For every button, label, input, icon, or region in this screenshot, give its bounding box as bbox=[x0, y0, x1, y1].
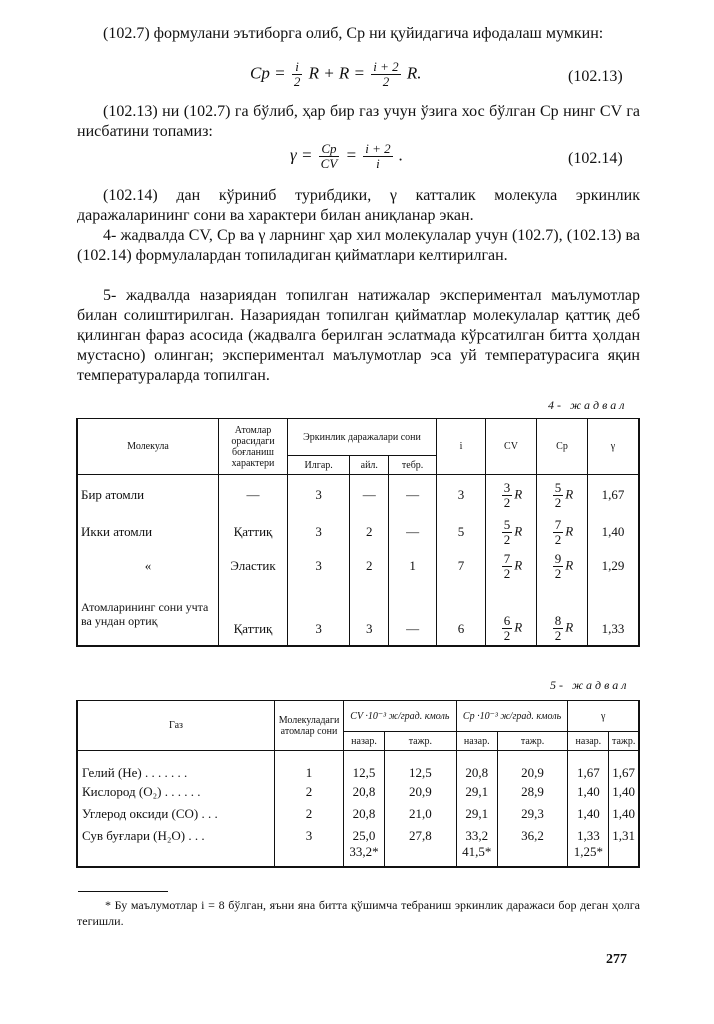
equation-label-102-14: (102.14) bbox=[568, 150, 623, 167]
table-row: Углерод оксиди (СО) . . . 2 20,8 21,0 29,1 29,3 1,40 1,40 bbox=[77, 803, 639, 825]
equation-102-14: γ = $\frac{Cp}{CV}$ = $\frac{i + 2}{i}$ . bbox=[290, 141, 404, 171]
header-molecule: Молекула bbox=[77, 419, 219, 475]
header-gas: Газ bbox=[77, 701, 275, 751]
header-rotational: айл. bbox=[350, 456, 389, 475]
fraction-i-plus-2-over-2: $\frac{i + 2}{2}$ bbox=[373, 59, 399, 89]
paragraph-4: 4- жадвалда CV, Cp ва γ ларнинг ҳар хил молекулалар учун (102.7), (102.13) ва (102.14) формулалардан топиладиган қийматлари келтирилган. bbox=[77, 227, 640, 264]
header-bond: Атомлар орасидаги боғланиш характери bbox=[219, 419, 288, 475]
header-cv: CV ·10⁻³ ж/град. кмоль bbox=[344, 701, 457, 732]
table-row: Бир атомли — 3 — — 3 $\frac{3}{2}$ R $\frac{5}{2}$ R 1,67 bbox=[77, 475, 639, 516]
paragraph-1: (102.7) формулани эътиборга олиб, Cp ни қуйидагича ифодалаш мумкин: bbox=[103, 25, 604, 42]
header-vibrational: тебр. bbox=[389, 456, 437, 475]
table-4-caption: 4- жадвал bbox=[548, 398, 628, 412]
header-i: i bbox=[437, 419, 486, 475]
table-row: Гелий (Не) . . . . . . . 1 12,5 12,5 20,8 20,9 1,67 1,67 bbox=[77, 751, 639, 782]
table-row: Икки атомли Қаттиқ 3 2 — 5 $\frac{5}{2}$ R $\frac{7}{2}$ R 1,40 bbox=[77, 515, 639, 549]
fraction-i-over-2: $\frac{i}{2}$ bbox=[293, 59, 301, 89]
header-gamma: γ bbox=[568, 701, 639, 732]
header-cp: Cp bbox=[537, 419, 588, 475]
paragraph-2: (102.13) ни (102.7) га бўлиб, ҳар бир газ учун ўзига хос бўлган Cp нинг CV га нисбатини топамиз: bbox=[77, 103, 640, 140]
table-row: « Эластик 3 2 1 7 $\frac{7}{2}$ R $\frac{9}{2}$ R 1,29 bbox=[77, 549, 639, 583]
table-5: Газ Молекуладаги атомлар сони CV ·10⁻³ ж/град. кмоль Cp ·10⁻³ ж/град. кмоль γ назар. тажр. назар. тажр. назар. тажр. Гелий (Не) . . . . . . . 1 12,5 12,5 20,8 20,9 1,67 1,67 Кислород (O₂) . . . . . . 2 20,8 20,9 29,1 28,9 1,40 1,40 Углерод оксиди (СО) . . . 2 20,8 21,0 29,1 29,3 1,40 1,40 Сув буғлари (H₂O) . . . 3 25,0 33,2* 27,8 33,2 41,5* 36,2 1,33 1,25* 1,31 bbox=[76, 700, 640, 868]
footnote-rule bbox=[78, 891, 168, 892]
header-atoms: Молекуладаги атомлар сони bbox=[275, 701, 344, 751]
paragraph-5: 5- жадвалда назариядан топилган натижалар экспериментал маълумотлар билан солиштирилган. Назариядан топилган қийматлар молекулалар қаттиқ деб қилинган фараз асосида (жадвалга берилган эслатмада кўрсатилган битта ҳолдан мустасно) олинган; экспериментал маълумотлар эса уй температурасига яқин температураларда топилган. bbox=[77, 287, 640, 384]
header-translational: Илгар. bbox=[288, 456, 350, 475]
table-row: Сув буғлари (H₂O) . . . 3 25,0 33,2* 27,8 33,2 41,5* 36,2 1,33 1,25* 1,31 bbox=[77, 825, 639, 867]
table-5-caption: 5- жадвал bbox=[550, 678, 630, 692]
table-row: Атомларининг сони учта ва ундан ортиқ Қаттиқ 3 3 — 6 $\frac{6}{2}$ R $\frac{8}{2}$ R 1,33 bbox=[77, 583, 639, 646]
header-gamma: γ bbox=[588, 419, 640, 475]
header-cv: CV bbox=[486, 419, 537, 475]
fraction-i-plus-2-over-i: $\frac{i + 2}{i}$ bbox=[365, 141, 391, 171]
header-cp: Cp ·10⁻³ ж/град. кмоль bbox=[456, 701, 568, 732]
paragraph-3: (102.14) дан кўриниб турибдики, γ катталик молекула эркинлик даражаларининг сони ва характери билан аниқланар экан. bbox=[77, 187, 640, 224]
header-freedom: Эркинлик даражалари сони bbox=[288, 419, 437, 456]
table-4 bbox=[76, 418, 640, 647]
equation-label-102-13: (102.13) bbox=[568, 68, 623, 85]
footnote: * Бу маълумотлар i = 8 бўлган, яъни яна битта қўшимча тебраниш эркинлик даражаси бор деган ҳолга тегишли. bbox=[77, 898, 640, 928]
page-number: 277 bbox=[606, 952, 627, 967]
equation-102-13: Cp = $\frac{i}{2}$ R + R = $\frac{i + 2}{2}$ R. bbox=[250, 59, 422, 89]
fraction-cp-over-cv: $\frac{Cp}{CV}$ bbox=[320, 141, 338, 171]
table-row: Кислород (O₂) . . . . . . 2 20,8 20,9 29,1 28,9 1,40 1,40 bbox=[77, 781, 639, 803]
